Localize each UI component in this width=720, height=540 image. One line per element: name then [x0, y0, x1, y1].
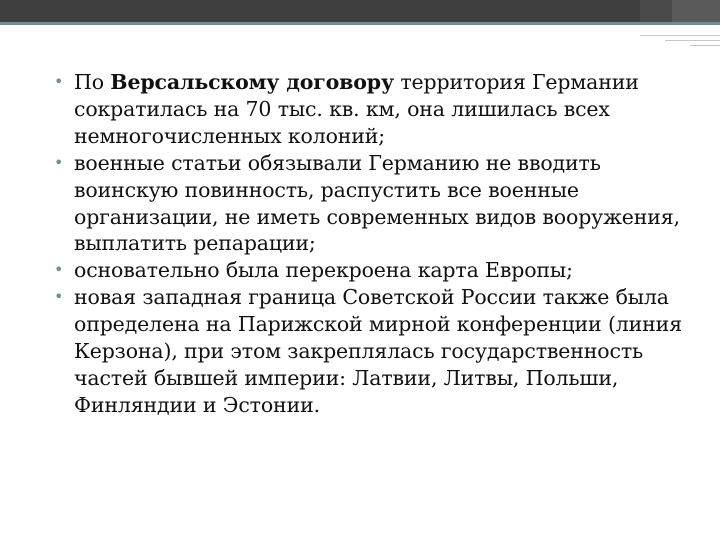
bullet-dot-icon: •	[54, 152, 64, 172]
bullet-text: основательно была перекроена карта Европы;	[74, 258, 573, 283]
bullet-list	[50, 69, 710, 419]
decorative-line	[690, 45, 720, 46]
bullet-item	[50, 257, 710, 284]
bullet-dot-icon: •	[54, 260, 64, 280]
bullet-dot-icon: •	[54, 287, 64, 307]
header-accent-line	[0, 22, 720, 25]
bullet-text: территория Германии сократилась на 70 тыс. кв. км, она лишилась всех немногочисленных колоний;	[74, 70, 639, 148]
bullet-dot-icon: •	[54, 72, 64, 91]
decorative-line	[640, 35, 720, 36]
bullet-item	[50, 69, 710, 150]
header-band	[0, 0, 720, 22]
bullet-text: новая западная граница Советской России также была определена на Парижской мирной конференции (линия Керзона), при этом закреплялась государственность частей бывшей империи: Латвии, Литвы, Польши, Финляндии и Эстонии.	[74, 285, 682, 417]
bullet-item	[50, 284, 710, 419]
bullet-item	[50, 150, 710, 258]
slide-body	[50, 69, 710, 419]
bullet-emphasis: Версальскому договору	[110, 70, 394, 94]
bullet-text: По	[74, 70, 111, 94]
decorative-line	[665, 40, 720, 41]
bullet-text: военные статьи обязывали Германию не вводить воинскую повинность, распустить все военные организации, не иметь современных видов вооружения, выплатить репарации;	[74, 150, 680, 256]
